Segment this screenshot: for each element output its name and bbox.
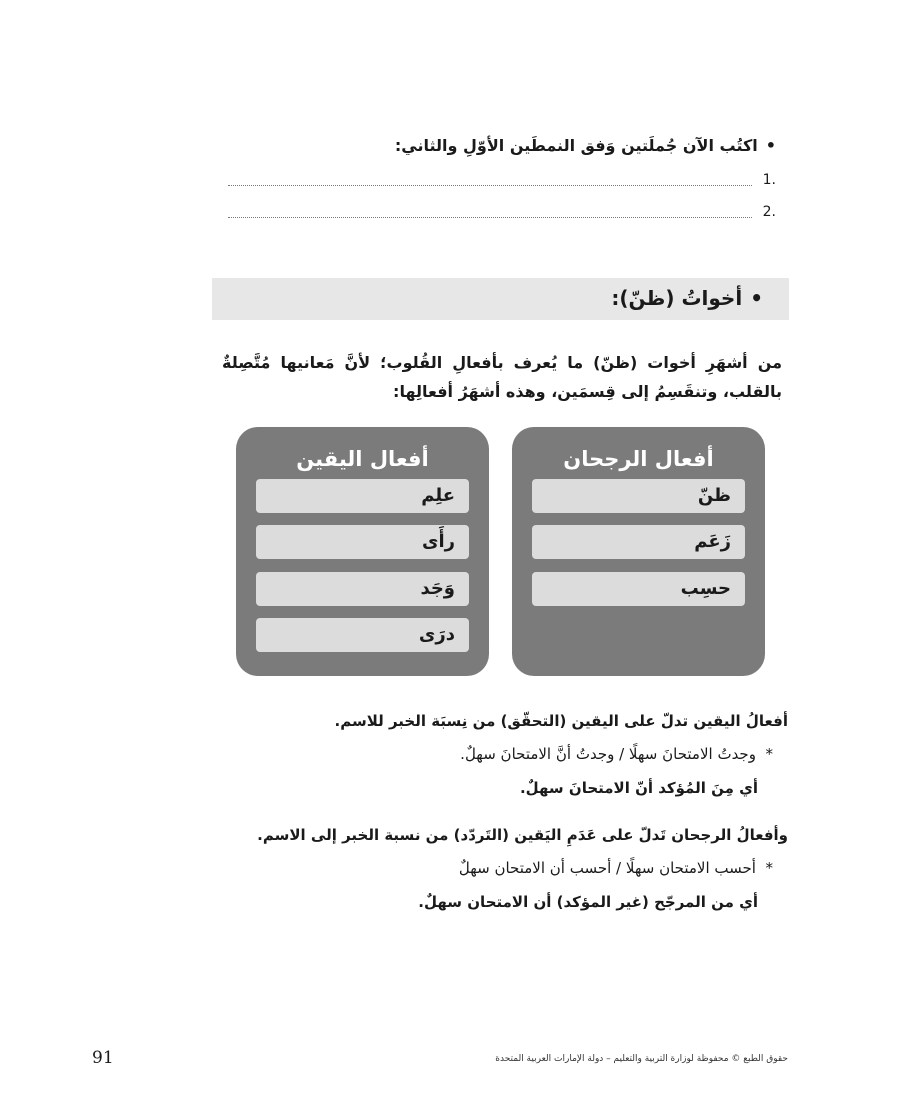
panel-title: أفعال الرجحان [563,447,714,471]
instruction-bullet: • [765,136,776,155]
panel-yaqin [236,427,489,676]
panel-title: أفعال اليقين [296,447,429,471]
yaqin-example [460,745,773,763]
section-title [611,286,763,310]
answer-line-2[interactable] [228,204,776,226]
intro-paragraph: من أشهَرِ أخوات (ظنّ) ما يُعرف بأفعالِ القُلوب؛ لأنَّ مَعانيها مُتَّصِلةٌ بالقلب، وتنقَسِمُ إلى قِسمَين، وهذه أشهَرُ أفعالِها: [222,353,782,401]
verb-item: زَعَم [532,525,745,559]
rujhan-example [459,859,773,877]
section-header [212,278,789,320]
answer-line-1[interactable] [228,172,776,194]
example-text: وجدتُ الامتحانَ سهلًا / وجدتُ أنَّ الامتحانَ سهلٌ. [460,745,756,763]
verb-item: درَى [256,618,469,652]
section-bullet: • [750,286,763,310]
verb-item: علِم [256,479,469,513]
answer-line-number: .1 [762,172,776,188]
verb-item: وَجَد [256,572,469,606]
rujhan-meaning: أي من المرجّح (غير المؤكد) أن الامتحان سهلٌ. [418,893,758,911]
yaqin-rule: أفعالُ اليقين تدلّ على اليقين (التحقّق) من نِسبَة الخبر للاسم. [334,712,788,730]
section-title-text: أخواتُ (ظنّ): [611,286,743,310]
instruction [395,136,776,155]
dotted-line [228,217,752,218]
copyright-notice: حقوق الطبع © محفوظة لوزارة التربية والتعليم – دولة الإمارات العربية المتحدة [495,1054,788,1064]
verb-item: حسِب [532,572,745,606]
dotted-line [228,185,752,186]
instruction-text: اكتُب الآن جُملَتين وَفق النمطَين الأوّلِ والثاني: [394,136,758,155]
yaqin-meaning: أي مِنَ المُؤكد أنّ الامتحانَ سهلٌ. [519,779,758,797]
page-number: 91 [92,1048,114,1068]
answer-line-number: .2 [762,204,776,220]
example-marker: * [765,745,773,763]
verb-item: رأَى [256,525,469,559]
example-marker: * [765,859,773,877]
panel-rujhan [512,427,765,676]
rujhan-rule: وأفعالُ الرجحان تَدلّ على عَدَمِ اليَقين (التَردّد) من نسبة الخبر إلى الاسم. [257,826,788,844]
example-text: أحسب الامتحان سهلًا / أحسب أن الامتحان سهلٌ [458,859,756,877]
verb-item: ظنّ [532,479,745,513]
